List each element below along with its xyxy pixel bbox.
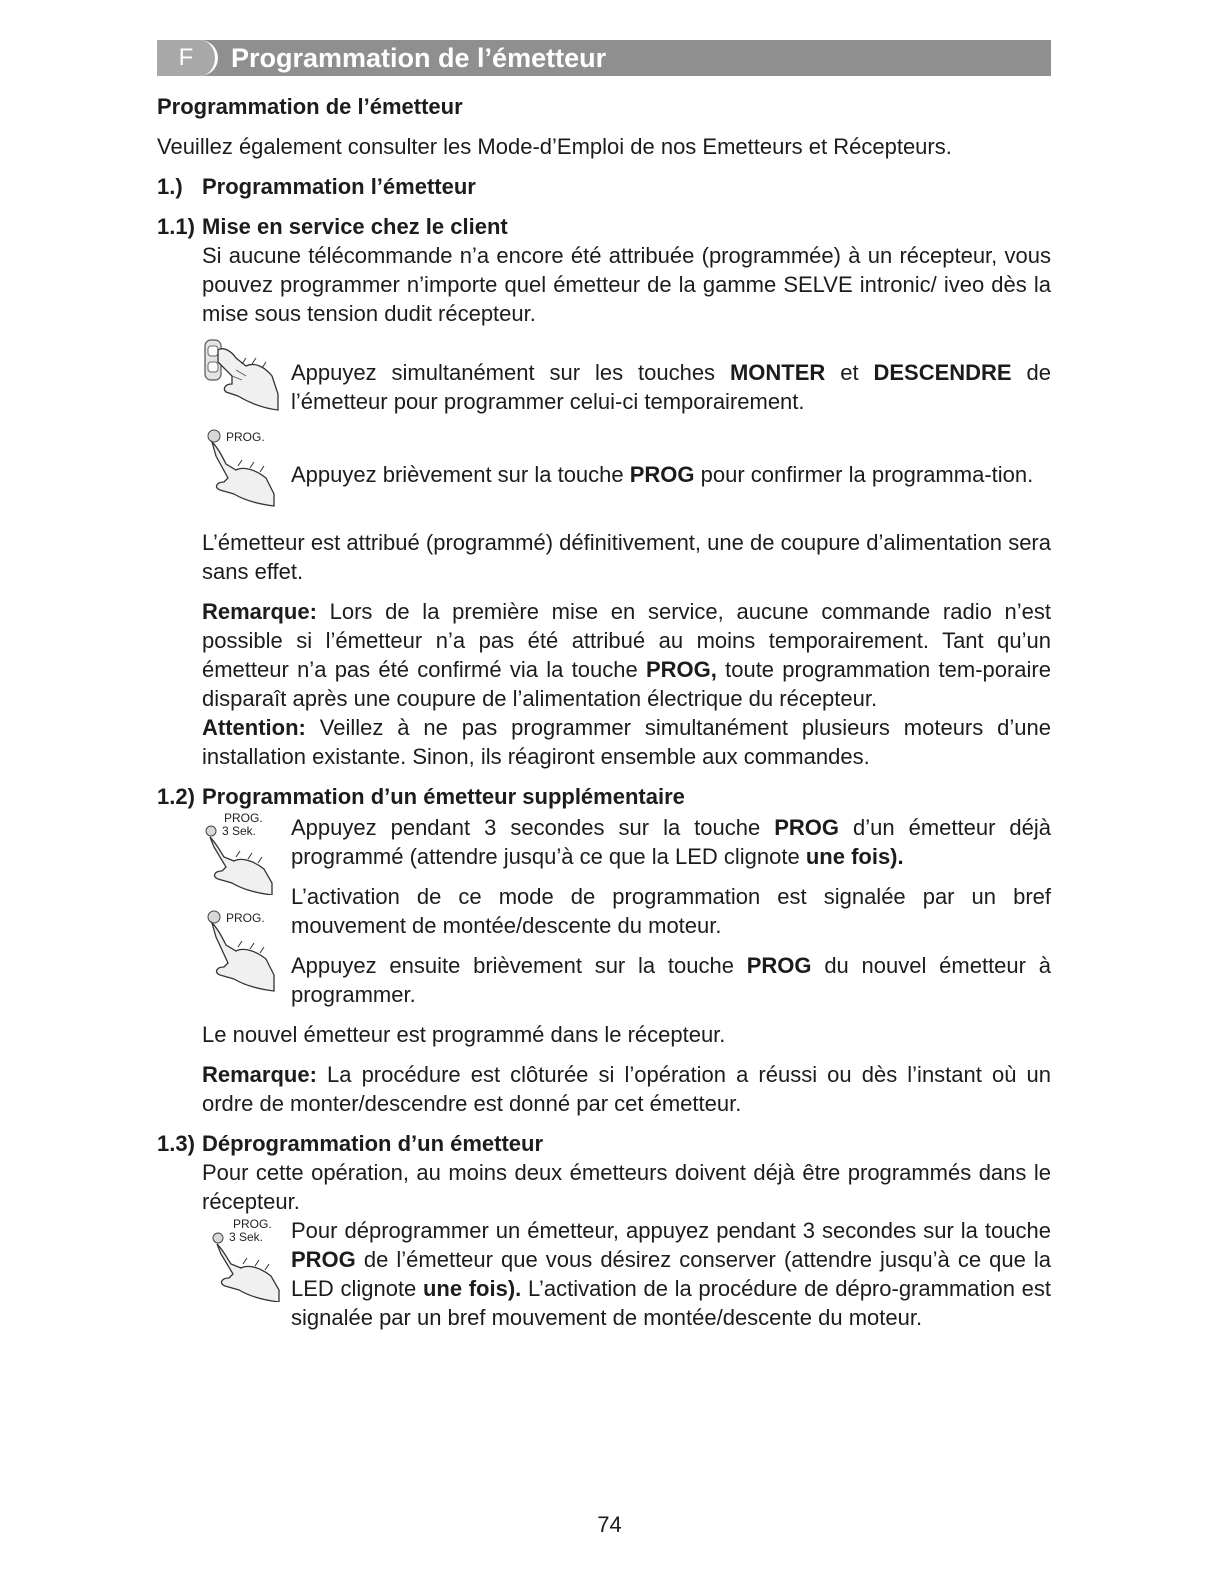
section-title: Programmation d’un émetteur supplémentaire [202, 784, 685, 809]
remark-text: Remarque: Lors de la première mise en service, aucune commande radio n’est possible si l’émetteur n’a pas été attribué au moins temporairement. Tant qu’un émetteur n’a pas été confirmé via la touche PROG, toute programmation tem-poraire disparaît après une coupure de l’alimentation électrique du récepteur. [202, 599, 1051, 711]
section-1-3-heading [157, 1129, 1051, 1158]
attention-label: Attention: [202, 715, 306, 740]
step-deprogram [157, 1216, 1051, 1332]
step-text: Appuyez ensuite brièvement sur la touche PROG du nouvel émetteur à programmer. [291, 953, 1051, 1007]
remark-label: Remarque: [202, 1062, 317, 1087]
hand-press-up-down-icon [202, 336, 280, 416]
section-number: 1.1) [157, 214, 195, 239]
hand-press-prog-3s-icon [202, 813, 282, 895]
svg-text:PROG.: PROG. [224, 813, 263, 825]
remark-text: Remarque: La procédure est clôturée si l’opération a réussi ou dès l’instant où un ordre de monter/descendre est donné par cet émetteur. [202, 1062, 1051, 1116]
section-1-1-heading [157, 212, 1051, 241]
section-1-1-body: Si aucune télécommande n’a encore été attribuée (programmée) à un récepteur, vous pouvez programmer n’importe quel émetteur de la gamme SELVE intronic/ iveo dès la mise sous tension dudit récepteur. [202, 243, 1051, 326]
svg-text:3 Sek.: 3 Sek. [229, 1230, 264, 1244]
step-note: L’activation de ce mode de programmation est signalée par un bref mouvement de montée/descente du moteur. [291, 884, 1051, 938]
section-title: Déprogrammation d’un émetteur [202, 1131, 544, 1156]
section-title: Programmation l’émetteur [202, 174, 476, 199]
section-number: 1.2) [157, 784, 195, 809]
remark-label: Remarque: [202, 599, 317, 624]
section-number: 1.3) [157, 1131, 195, 1156]
language-tab: F [157, 40, 218, 76]
document-body [157, 92, 1051, 1332]
section-banner [157, 40, 1051, 76]
step-text: Appuyez brièvement sur la touche PROG pour confirmer la programma-tion. [291, 462, 1034, 487]
step-prog-press [157, 426, 1051, 520]
step-up-down [157, 336, 1051, 420]
intro-text: Veuillez également consulter les Mode-d’Emploi de nos Emetteurs et Récepteurs. [157, 134, 952, 159]
section-1-3-body: Pour cette opération, au moins deux émetteurs doivent déjà être programmés dans le récepteur. [202, 1160, 1051, 1214]
page-number: 74 [597, 1512, 622, 1537]
hand-press-prog-3s-icon [209, 1216, 287, 1302]
svg-text:3 Sek.: 3 Sek. [222, 824, 257, 838]
section-1-2-heading [157, 782, 1051, 811]
section-1-2-after: Le nouvel émetteur est programmé dans le récepteur. [202, 1022, 726, 1047]
hand-press-prog-icon [202, 907, 282, 997]
step-text: Appuyez pendant 3 secondes sur la touche PROG d’un émetteur déjà programmé (attendre jusqu’à ce que la LED clignote une fois). [291, 815, 1052, 869]
section-1-heading [157, 172, 1051, 201]
banner-title: Programmation de l’émetteur [231, 43, 607, 73]
step-text: Pour déprogrammer un émetteur, appuyez pendant 3 secondes sur la touche PROG de l’émetteur que vous désirez conserver (attendre jusqu’à ce que la LED clignote une fois). L’activation de la procédure de dépro-grammation est signalée par un bref mouvement de montée/descente du moteur. [291, 1218, 1051, 1330]
page-heading: Programmation de l’émetteur [157, 94, 463, 119]
svg-text:PROG.: PROG. [226, 911, 265, 925]
section-title: Mise en service chez le client [202, 214, 508, 239]
step-text: Appuyez simultanément sur les touches MONTER et DESCENDRE de l’émetteur pour programmer celui-ci temporairement. [291, 360, 1051, 414]
attention-text: Attention: Veillez à ne pas programmer simultanément plusieurs moteurs d’une installation existante. Sinon, ils réagiront ensemble aux commandes. [202, 715, 1051, 769]
svg-text:PROG.: PROG. [226, 430, 265, 444]
section-1-1-after: L’émetteur est attribué (programmé) définitivement, une de coupure d’alimentation sera sans effet. [202, 530, 1051, 584]
section-number: 1.) [157, 174, 183, 199]
step-prog-hold-3s [157, 813, 1051, 871]
hand-press-prog-icon [202, 426, 282, 508]
svg-text:PROG.: PROG. [233, 1217, 272, 1231]
